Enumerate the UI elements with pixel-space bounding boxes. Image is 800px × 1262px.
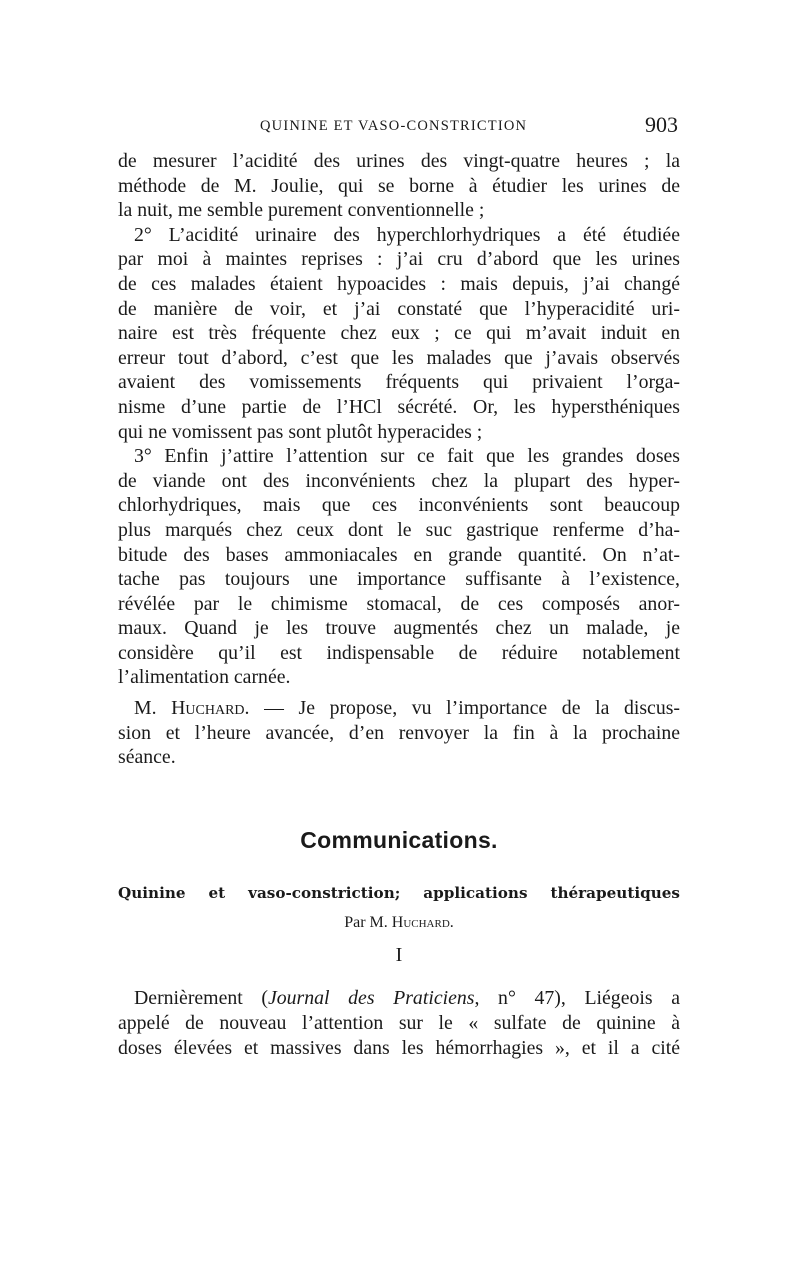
text-fragment: , n° 47), Liégeois a [474, 987, 680, 1009]
text-line: la nuit, me semble purement conventionnelle ; [118, 199, 485, 222]
text-line: maux. Quand je les trouve augmentés chez un malade, je [118, 617, 680, 640]
paragraph-urinary-acidity [118, 223, 680, 444]
section-number: I [395, 944, 403, 966]
text-line: considère qu’il est indispensable de réduire notablement [118, 641, 680, 664]
byline-author: Huchard. [391, 914, 454, 931]
paragraph-huchard-remark [118, 696, 680, 770]
text-line: de manière de voir, et j’ai constaté que l’hyperacidité uri- [118, 297, 680, 320]
text-line: de ces malades étaient hypoacides : mais depuis, j’ai changé [118, 272, 680, 295]
section-title: Communications. [300, 827, 498, 853]
running-title: QUININE ET VASO-CONSTRICTION [260, 118, 528, 134]
text-line: chlorhydriques, mais que ces inconvénients sont beaucoup [118, 494, 680, 517]
speaker-name: M. Huchard. [134, 697, 250, 720]
article-title: Quinine et vaso-constriction; applications thérapeutiques [118, 884, 680, 902]
text-line: par moi à maintes reprises : j’ai cru d’abord que les urines [118, 248, 680, 271]
discussion-text [118, 149, 680, 770]
text-line: tache pas toujours une importance suffisante à l’existence, [118, 568, 680, 591]
text-line: avaient des vomissements fréquents qui privaient l’orga- [118, 371, 680, 394]
speaker-remark: — Je propose, vu l’importance de la discus- [249, 697, 681, 720]
text-line: l’alimentation carnée. [118, 666, 291, 689]
text-line: 2° L’acidité urinaire des hyperchlorhydriques a été étudiée [134, 223, 680, 246]
text-line: de viande ont des inconvénients chez la plupart des hyper- [118, 469, 680, 492]
text-line: séance. [118, 746, 176, 769]
article-body [118, 986, 680, 1061]
byline-prefix: Par M. [344, 914, 392, 931]
page-number: 903 [645, 112, 678, 137]
text-line: nisme d’une partie de l’HCl sécrété. Or, les hypersthéniques [118, 395, 680, 418]
text-line: méthode de M. Joulie, qui se borne à étudier les urines de [118, 174, 680, 197]
paragraph-meat-doses [118, 444, 680, 690]
text-line: sion et l’heure avancée, d’en renvoyer la fin à la prochaine [118, 721, 680, 744]
text-line [118, 696, 680, 721]
text-line: naire est très fréquente chez eux ; ce qui m’avait induit en [118, 322, 680, 345]
text-line: appelé de nouveau l’attention sur le « sulfate de quinine à [118, 1012, 680, 1034]
text-line: de mesurer l’acidité des urines des vingt-quatre heures ; la [118, 150, 680, 172]
text-fragment: Dernièrement ( [134, 987, 268, 1009]
text-line: erreur tout d’abord, c’est que les malades que j’avais observés [118, 346, 680, 369]
text-line [118, 986, 680, 1011]
text-line: révélée par le chimisme stomacal, de ces composés anor- [118, 592, 680, 615]
byline [118, 914, 680, 932]
text-line: bitude des bases ammoniacales en grande quantité. On n’at- [118, 543, 680, 566]
paragraph-acidity-method [118, 149, 680, 223]
running-head [118, 112, 680, 142]
text-line: doses élevées et massives dans les hémorrhagies », et il a cité [118, 1037, 680, 1059]
text-line: qui ne vomissent pas sont plutôt hyperacides ; [118, 420, 483, 443]
journal-title: Journal des Praticiens [267, 987, 475, 1009]
text-line: 3° Enfin j’attire l’attention sur ce fait que les grandes doses [134, 445, 680, 468]
text-line: plus marqués chez ceux dont le suc gastrique renferme d’ha- [118, 518, 680, 541]
